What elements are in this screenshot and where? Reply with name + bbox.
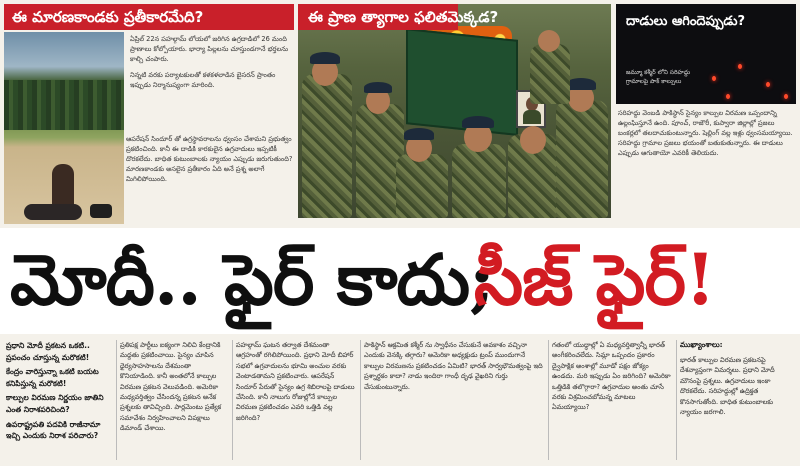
funeral-photo xyxy=(298,4,611,218)
main-headline xyxy=(0,228,800,334)
story-title: దాడులు ఆగిందెప్పుడు? xyxy=(626,14,746,29)
soldier xyxy=(452,144,506,218)
candle-light xyxy=(766,82,770,87)
highlights-title: ముఖ్యాంశాలు: xyxy=(680,340,723,349)
highlights-box xyxy=(680,340,796,462)
lead-red-3: ఉపరాష్ట్రపతి పదవికి రాజీనామా ఇచ్చి ఎందుకు నిరాశ పరిచారు? xyxy=(6,419,101,441)
bag xyxy=(90,204,112,218)
column-divider xyxy=(116,340,117,460)
beret xyxy=(310,52,340,64)
beret xyxy=(404,128,434,140)
paragraph: ఏప్రిల్ 22న పహల్గామ్ లోయలో జరిగిన ఉగ్రదాడిలో 26 మంది ప్రాణాలు కోల్పోయారు. భార్యా పిల్లలను చూస్తుండగానే భర్తలను కాల్చి చంపారు. xyxy=(130,35,289,63)
text-column-3: పహల్గామ్ ఘటన తర్వాత దేశమంతా ఆగ్రహంతో రగిలిపోయింది. ప్రధాని మోదీ బిహార్ సభలో ఉగ్రవాదులను భూమి అంచుల వరకు వెంటాడతామని ప్రకటించారు. ఆపరేషన్ సిందూర్ పేరుతో సైన్యం ఉగ్ర శిబిరాలపై దాడులు చేసింది. కానీ నాలుగు రోజుల్లోనే కాల్పుల విరమణ ప్రకటించడం ఎవరి ఒత్తిడి వల్ల జరిగింది? xyxy=(236,341,355,422)
lead-red: ప్రధాని మోదీ ప్రకటన ఒకటి.. ప్రపంచం చూస్తున్న మరొకటి! xyxy=(6,341,90,362)
beret xyxy=(566,78,596,90)
soldier xyxy=(302,74,352,218)
headline-red: సీజ్ ఫైర్! xyxy=(474,238,715,321)
soldier xyxy=(556,100,608,218)
candle-light xyxy=(738,64,742,69)
mourning-woman xyxy=(52,164,74,208)
column-divider xyxy=(676,340,677,460)
story-pahalgam xyxy=(4,4,294,224)
story-text-top xyxy=(130,34,294,96)
story-header-sacrifice: ఈ ప్రాణ త్యాగాల ఫలితమెక్కడ? xyxy=(298,4,458,30)
beret xyxy=(462,116,494,128)
soldier xyxy=(530,44,570,104)
headline-black: మోదీ.. ఫైర్ కాదు; xyxy=(10,238,494,321)
column-divider xyxy=(232,340,233,460)
soldier-head xyxy=(538,30,560,52)
story-text-bottom xyxy=(126,134,294,184)
candle-light xyxy=(726,94,730,99)
story-border-attacks xyxy=(616,4,796,224)
candle-light xyxy=(784,94,788,99)
pine-trees xyxy=(4,80,124,130)
soldier xyxy=(396,154,448,218)
text-column-4: పాకిస్థాన్ ఆక్రమిత కశ్మీర్ ను స్వాధీనం చేసుకునే అవకాశం వచ్చినా ఎందుకు వెనక్కి తగ్గారు? అమెరికా అధ్యక్షుడు ట్రంప్ ముందుగానే కాల్పుల విరమణను ప్రకటించడం ఏమిటి? భారత్ సార్వభౌమత్వంపై ఇది ప్రశ్నార్థకం కాదా? నాడు ఇందిరా గాంధీ దృఢ వైఖరిని గుర్తు చేసుకుంటున్నారు. xyxy=(364,341,543,391)
story-funeral xyxy=(298,4,611,224)
soldier-head xyxy=(520,126,546,154)
beret xyxy=(364,82,392,93)
fallen-victim xyxy=(24,204,82,220)
night-photo xyxy=(616,4,796,104)
lead-black: కాల్పుల విరమణ నిర్ణయం జాతిని ఎంత నిరాశపరిచింది? xyxy=(6,393,104,414)
text-column-2: ప్రతిపక్ష పార్టీలు ఐక్యంగా నిలిచి కేంద్రానికి మద్దతు ప్రకటించాయి. సైన్యం చూపిన ధైర్యసాహసాలను దేశమంతా కొనియాడింది. కానీ అంతలోనే కాల్పుల విరమణ ప్రకటన వెలువడింది. అమెరికా మధ్యవర్తిత్వం చేసిందన్న ప్రకటన అనేక ప్రశ్నలకు తావిచ్చింది. పార్లమెంటు ప్రత్యేక సమావేశం నిర్వహించాలని విపక్షాలు డిమాండ్ చేశాయి. xyxy=(120,341,222,433)
highlights-text: భారత్ కాల్పుల విరమణ ప్రకటనపై దేశవ్యాప్తంగా విమర్శలు. ప్రధాని మోదీ మౌనంపై ప్రశ్నలు. ఉగ్రవాదులు ఇంకా దొరకలేదు. సరిహద్దుల్లో ఉద్రిక్తత కొనసాగుతోంది. బాధిత కుటుంబాలకు న్యాయం జరగాలి. xyxy=(680,356,775,417)
paragraph: ఆపరేషన్ సిందూర్ తో ఉగ్రస్థావరాలను ధ్వంసం చేశామని ప్రభుత్వం ప్రకటించింది. కానీ ఈ దాడికి కారకులైన ఉగ్రవాదులు ఇప్పటికీ దొరకలేదు. బాధిత కుటుంబాలకు న్యాయం ఎప్పుడు జరుగుతుంది? మారణకాండకు అసలైన ప్రతీకారం ఏది అనే ప్రశ్న అలాగే మిగిలిపోయింది. xyxy=(126,135,293,183)
column-divider xyxy=(548,340,549,460)
lead-red-2: కేంద్రం వారిస్తున్నా ఒకటి బయట కనిపిస్తున్న మరొకటి! xyxy=(6,367,99,388)
paragraph: నిన్నటి వరకు పర్యాటకులతో కళకళలాడిన బైసరన్ ప్రాంతం ఇప్పుడు నిర్మానుష్యంగా మారింది. xyxy=(130,71,276,89)
text-column-5: గతంలో యుద్ధాల్లో ఏ మధ్యవర్తిత్వాన్నీ భారత్ అంగీకరించలేదు. సిమ్లా ఒప్పందం ప్రకారం ద్వైపాక్షిక అంశాల్లో మూడో పక్షం జోక్యం ఉండదు. మరి ఇప్పుడు ఏం జరిగింది? అమెరికా ఒత్తిడికి తలొగ్గారా? ఉగ్రవాదుల అంతు చూసే వరకు విశ్రమించబోమన్న మాటలు ఏమయ్యాయి? xyxy=(552,341,671,412)
photo-caption: జమ్మూ కశ్మీర్ లోని సరిహద్దు గ్రామాలపై పాక్ కాల్పులు xyxy=(626,69,691,85)
candle-light xyxy=(712,76,716,81)
story-text: సరిహద్దు వెంబడి పాకిస్థాన్ సైన్యం కాల్పుల విరమణ ఒప్పందాన్ని ఉల్లంఘిస్తూనే ఉంది. పూంచ్, రాజౌరీ, కుప్వారా జిల్లాల్లో ప్రజలు బంకర్లలో తలదాచుకుంటున్నారు. షెల్లింగ్ వల్ల ఇళ్లు ధ్వంసమయ్యాయి. సరిహద్దు గ్రామాల ప్రజలు భయంతో బతుకుతున్నారు. ఈ దాడులు ఎప్పుడు ఆగుతాయో ఎవరికీ తెలియదు. xyxy=(618,109,793,157)
story-header-revenge: ఈ మారణకాండకు ప్రతీకారమేది? xyxy=(4,4,294,30)
meadow-photo xyxy=(4,32,124,224)
column-divider xyxy=(360,340,361,460)
top-section xyxy=(0,0,800,228)
lead-column xyxy=(6,340,114,445)
